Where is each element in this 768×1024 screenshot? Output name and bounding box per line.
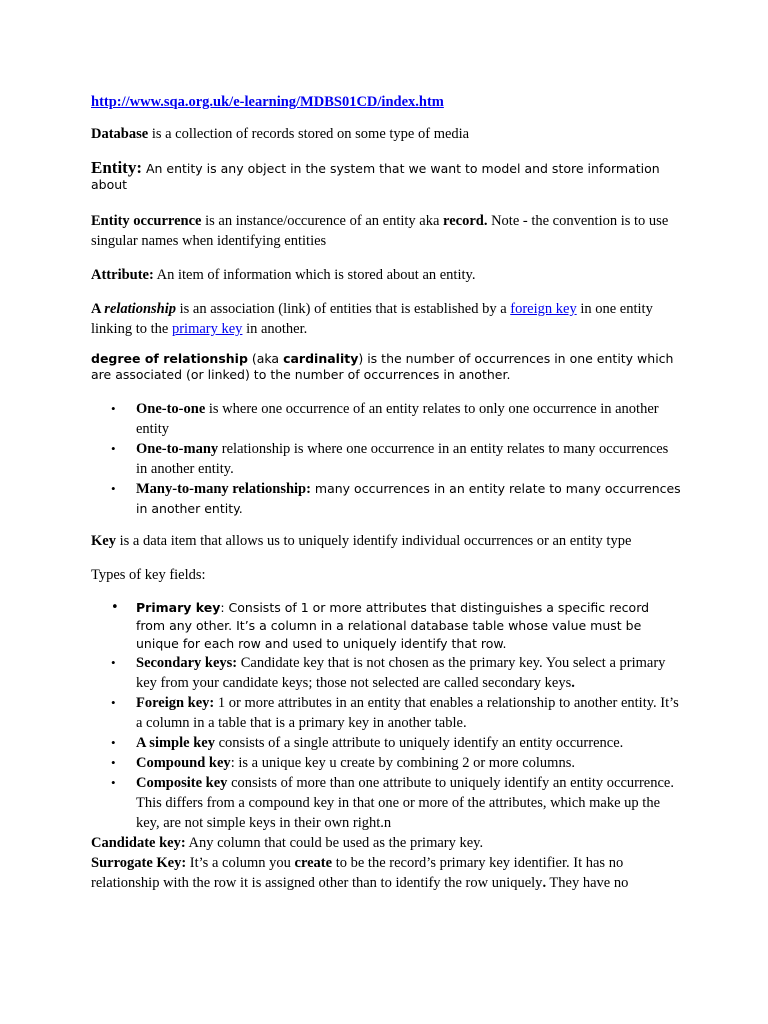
key-term: Key [91,533,116,549]
relationship-text: is an association (link) of entities that is established by a [176,301,511,317]
relationship-text-2: in one entity linking to the [91,301,653,337]
bullet-icon: • [111,655,116,670]
bullet-icon: • [111,775,116,790]
types-heading: Types of key fields: [91,567,206,583]
list-item-text: 1 or more attributes in an entity that enables a relationship to another entity. It’s a column in a table that is a primary key in another table. [136,695,679,731]
list-item-text: relationship is where one occurrence in an entity relates to many occurrences in another entity. [136,441,669,477]
degree-definition [91,351,681,383]
relationship-article: A [91,301,105,317]
key-text: is a data item that allows us to uniquely identify individual occurrences or an entity type [115,533,632,549]
list-item [91,733,681,753]
candidate-key-definition [91,833,681,853]
list-item [91,439,681,479]
relationship-definition [91,299,681,339]
bullet-icon: • [111,401,116,416]
surrogate-key-text: It’s a column you [186,855,295,871]
foreign-key-link[interactable]: foreign key [510,301,577,317]
database-text: is a collection of records stored on some type of media [148,126,470,142]
surrogate-key-text-2: to be the record’s primary key identifier. It has no relationship with the row it is assigned other than to identify the row uniquely [91,855,624,891]
relationship-text-3: in another. [242,321,308,337]
list-item-term: Many-to-many relationship: [136,481,311,497]
entity-definition [91,160,681,193]
key-definition [91,531,681,551]
source-url-link[interactable]: http://www.sqa.org.uk/e-learning/MDBS01CD/index.htm [91,94,444,110]
degree-text: (aka [247,351,284,366]
key-types-list [91,599,681,833]
degree-text-2: ) is the number of occurrences in one entity which are associated (or linked) to the number of occurrences in another. [91,351,674,382]
list-item-term: One-to-one [136,401,206,417]
attribute-definition [91,265,681,285]
surrogate-key-definition [91,853,681,893]
list-item-text: is where one occurrence of an entity relates to only one occurrence in another entity [136,401,659,437]
database-term: Database [91,126,149,142]
entity-occurrence-text: is an instance/occurence of an entity aka [201,213,444,229]
entity-text: An entity is any object in the system that we want to model and store information about [91,161,660,192]
list-item-text: consists of a single attribute to uniquely identify an entity occurrence. [214,735,624,751]
surrogate-key-dot: . [542,875,547,891]
primary-key-link[interactable]: primary key [171,321,243,337]
source-url-line [91,92,681,112]
entity-term: Entity: [91,158,142,177]
list-item [91,773,681,833]
list-item-end: . [571,675,575,691]
list-item-text: consists of more than one attribute to uniquely identify an entity occurrence. This differs from a compound key in that one or more of the attributes, which make up the key, are not simple keys in their own right.n [136,775,674,831]
candidate-key-term: Candidate key: [91,835,186,851]
database-definition [91,124,681,144]
cardinality-list [91,399,681,519]
list-item-term: Secondary keys: [136,655,238,671]
list-item [91,693,681,733]
attribute-term: Attribute: [91,267,154,283]
bullet-icon: • [111,481,116,496]
list-item [91,599,681,653]
bullet-icon: • [111,441,116,456]
list-item-text: many occurrences in an entity relate to many occurrences in another entity. [136,481,681,516]
bullet-icon: • [111,755,116,770]
list-item-text: : is a unique key u create by combining 2 or more columns. [230,755,575,771]
list-item-term: Foreign key: [136,695,215,711]
list-item-term: A simple key [136,735,215,751]
document-body [91,92,681,893]
surrogate-key-text-3: They have no [546,875,629,891]
bullet-icon: • [111,600,119,615]
list-item [91,479,681,519]
entity-occurrence-term: Entity occurrence [91,213,202,229]
list-item-term: Compound key [136,755,231,771]
bullet-icon: • [111,735,116,750]
list-item-term: Primary key [136,600,221,615]
list-item [91,653,681,693]
surrogate-key-term: Surrogate Key: [91,855,187,871]
candidate-key-text: Any column that could be used as the primary key. [185,835,484,851]
list-item [91,753,681,773]
entity-occurrence-definition [91,211,681,251]
record-term: record. [443,213,488,229]
list-item-text: Candidate key that is not chosen as the primary key. You select a primary key from your candidate keys; those not selected are called secondary keys [136,655,666,691]
list-item-term: One-to-many [136,441,219,457]
entity-occurrence-note: Note - the convention is to use singular names when identifying entities [91,213,669,249]
create-term: create [294,855,333,871]
list-item [91,399,681,439]
degree-term: degree of relationship [91,351,248,366]
attribute-text: An item of information which is stored about an entity. [153,267,476,283]
list-item-term: Composite key [136,775,228,791]
relationship-term: relationship [104,301,177,317]
list-item-text: : Consists of 1 or more attributes that distinguishes a specific record from any other. It’s a column in a relational database table whose value must be unique for each row and used to uniquely identify that row. [136,600,650,651]
bullet-icon: • [111,695,116,710]
cardinality-term: cardinality [283,351,359,366]
